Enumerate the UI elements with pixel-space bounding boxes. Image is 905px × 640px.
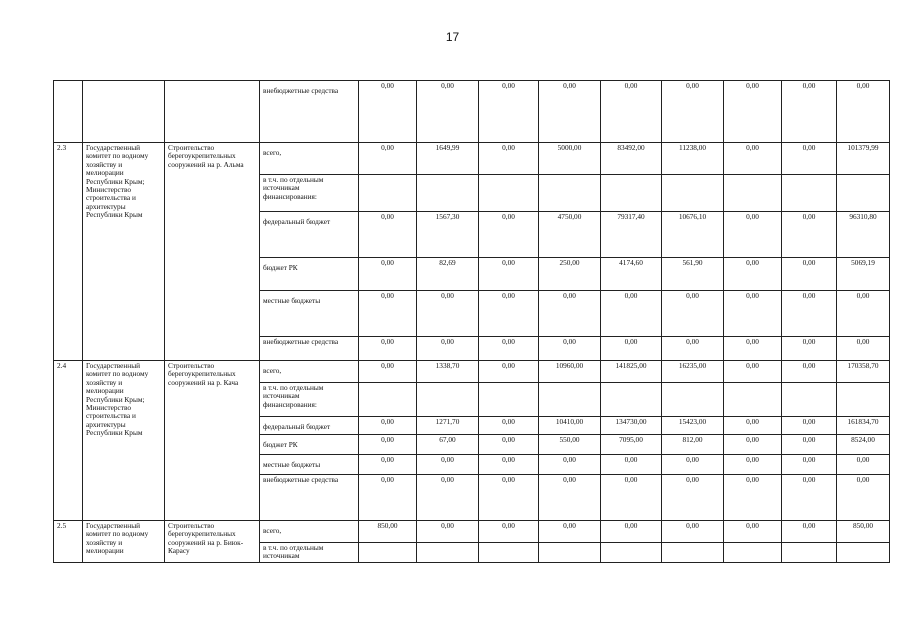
amount-cell: 0,00 xyxy=(601,455,662,475)
executor-cell: Государственный комитет по водному хозяйству и мелиорации Республики Крым; Министерство строительства и архитектуры Республики Крым xyxy=(83,361,165,521)
funding-source-cell: федеральный бюджет xyxy=(260,212,359,258)
amount-cell: 0,00 xyxy=(837,455,890,475)
amount-cell: 0,00 xyxy=(417,475,479,521)
amount-cell: 134730,00 xyxy=(601,417,662,435)
amount-cell: 0,00 xyxy=(782,337,837,361)
amount-cell: 0,00 xyxy=(479,361,539,383)
amount-cell xyxy=(662,543,724,563)
amount-cell: 0,00 xyxy=(724,521,782,543)
funding-source-cell: всего, xyxy=(260,361,359,383)
amount-cell xyxy=(724,175,782,212)
amount-cell: 0,00 xyxy=(782,361,837,383)
amount-cell: 0,00 xyxy=(601,337,662,361)
amount-cell: 0,00 xyxy=(417,81,479,143)
amount-cell: 4750,00 xyxy=(539,212,601,258)
amount-cell: 0,00 xyxy=(539,81,601,143)
amount-cell: 0,00 xyxy=(837,337,890,361)
amount-cell: 79317,40 xyxy=(601,212,662,258)
amount-cell: 0,00 xyxy=(782,212,837,258)
amount-cell: 550,00 xyxy=(539,435,601,455)
amount-cell xyxy=(724,543,782,563)
row-number-cell: 2.4 xyxy=(54,361,83,521)
amount-cell: 5069,19 xyxy=(837,258,890,291)
amount-cell: 83492,00 xyxy=(601,143,662,175)
amount-cell: 0,00 xyxy=(782,435,837,455)
amount-cell xyxy=(662,383,724,417)
amount-cell: 67,00 xyxy=(417,435,479,455)
amount-cell: 0,00 xyxy=(359,361,417,383)
funding-source-cell: бюджет РК xyxy=(260,435,359,455)
funding-source-cell: в т.ч. по отдельным источникам xyxy=(260,543,359,563)
amount-cell: 0,00 xyxy=(539,475,601,521)
executor-cell: Государственный комитет по водному хозяйству и мелиорации xyxy=(83,521,165,563)
funding-source-cell: в т.ч. по отдельным источникам финансирования: xyxy=(260,175,359,212)
amount-cell: 4174,60 xyxy=(601,258,662,291)
amount-cell: 16235,00 xyxy=(662,361,724,383)
amount-cell: 1649,99 xyxy=(417,143,479,175)
amount-cell: 0,00 xyxy=(782,291,837,337)
funding-source-cell: бюджет РК xyxy=(260,258,359,291)
amount-cell: 0,00 xyxy=(359,337,417,361)
amount-cell xyxy=(539,543,601,563)
amount-cell xyxy=(359,543,417,563)
amount-cell: 170358,70 xyxy=(837,361,890,383)
amount-cell: 0,00 xyxy=(417,455,479,475)
amount-cell: 0,00 xyxy=(359,435,417,455)
amount-cell: 10410,00 xyxy=(539,417,601,435)
amount-cell: 0,00 xyxy=(359,455,417,475)
amount-cell: 0,00 xyxy=(782,258,837,291)
amount-cell: 0,00 xyxy=(601,291,662,337)
page-number: 17 xyxy=(445,30,460,44)
amount-cell xyxy=(782,383,837,417)
amount-cell: 850,00 xyxy=(359,521,417,543)
amount-cell: 0,00 xyxy=(662,455,724,475)
project-cell xyxy=(165,81,260,143)
amount-cell: 161834,70 xyxy=(837,417,890,435)
amount-cell: 0,00 xyxy=(724,291,782,337)
amount-cell: 0,00 xyxy=(662,81,724,143)
funding-source-cell: в т.ч. по отдельным источникам финансирования: xyxy=(260,383,359,417)
row-number-cell: 2.5 xyxy=(54,521,83,563)
amount-cell: 0,00 xyxy=(782,81,837,143)
amount-cell xyxy=(539,175,601,212)
amount-cell: 812,00 xyxy=(662,435,724,455)
amount-cell: 96310,80 xyxy=(837,212,890,258)
amount-cell: 0,00 xyxy=(479,521,539,543)
amount-cell: 1271,70 xyxy=(417,417,479,435)
amount-cell: 0,00 xyxy=(724,361,782,383)
amount-cell: 0,00 xyxy=(479,435,539,455)
amount-cell: 15423,00 xyxy=(662,417,724,435)
amount-cell: 0,00 xyxy=(724,435,782,455)
amount-cell: 0,00 xyxy=(479,337,539,361)
table-row xyxy=(54,81,890,143)
amount-cell: 0,00 xyxy=(539,455,601,475)
funding-source-cell: местные бюджеты xyxy=(260,455,359,475)
amount-cell: 0,00 xyxy=(601,521,662,543)
amount-cell: 0,00 xyxy=(724,258,782,291)
executor-cell xyxy=(83,81,165,143)
amount-cell: 8524,00 xyxy=(837,435,890,455)
amount-cell xyxy=(601,383,662,417)
amount-cell: 0,00 xyxy=(662,521,724,543)
amount-cell: 0,00 xyxy=(417,337,479,361)
amount-cell: 0,00 xyxy=(662,475,724,521)
table-row xyxy=(54,521,890,543)
amount-cell: 0,00 xyxy=(539,521,601,543)
amount-cell: 0,00 xyxy=(724,143,782,175)
amount-cell xyxy=(479,175,539,212)
amount-cell: 0,00 xyxy=(479,455,539,475)
amount-cell: 0,00 xyxy=(662,337,724,361)
amount-cell: 7095,00 xyxy=(601,435,662,455)
amount-cell: 10960,00 xyxy=(539,361,601,383)
funding-source-cell: внебюджетные средства xyxy=(260,475,359,521)
amount-cell: 0,00 xyxy=(782,143,837,175)
project-cell: Строительство берегоукрепительных сооружений на р. Биюк-Карасу xyxy=(165,521,260,563)
amount-cell xyxy=(662,175,724,212)
amount-cell: 850,00 xyxy=(837,521,890,543)
amount-cell xyxy=(417,383,479,417)
amount-cell xyxy=(417,543,479,563)
amount-cell: 0,00 xyxy=(359,212,417,258)
amount-cell: 0,00 xyxy=(782,417,837,435)
amount-cell: 0,00 xyxy=(724,455,782,475)
funding-source-cell: федеральный бюджет xyxy=(260,417,359,435)
amount-cell: 0,00 xyxy=(417,291,479,337)
project-cell: Строительство берегоукрепительных сооружений на р. Альма xyxy=(165,143,260,361)
amount-cell: 0,00 xyxy=(479,475,539,521)
amount-cell xyxy=(782,175,837,212)
amount-cell: 0,00 xyxy=(479,291,539,337)
amount-cell: 0,00 xyxy=(782,521,837,543)
project-cell: Строительство берегоукрепительных сооружений на р. Кача xyxy=(165,361,260,521)
amount-cell: 0,00 xyxy=(724,81,782,143)
amount-cell: 0,00 xyxy=(479,143,539,175)
amount-cell xyxy=(359,175,417,212)
funding-source-cell: местные бюджеты xyxy=(260,291,359,337)
amount-cell xyxy=(417,175,479,212)
funding-source-cell: внебюджетные средства xyxy=(260,81,359,143)
amount-cell: 101379,99 xyxy=(837,143,890,175)
amount-cell: 0,00 xyxy=(782,475,837,521)
amount-cell: 0,00 xyxy=(359,291,417,337)
amount-cell: 0,00 xyxy=(724,417,782,435)
amount-cell xyxy=(837,543,890,563)
amount-cell: 0,00 xyxy=(359,81,417,143)
amount-cell: 0,00 xyxy=(724,337,782,361)
funding-source-cell: внебюджетные средства xyxy=(260,337,359,361)
amount-cell: 0,00 xyxy=(359,258,417,291)
table-row xyxy=(54,361,890,383)
amount-cell: 0,00 xyxy=(359,475,417,521)
amount-cell xyxy=(837,175,890,212)
amount-cell xyxy=(359,383,417,417)
amount-cell: 0,00 xyxy=(837,81,890,143)
budget-table xyxy=(53,80,890,563)
executor-cell: Государственный комитет по водному хозяйству и мелиорации Республики Крым; Министерство строительства и архитектуры Республики Крым xyxy=(83,143,165,361)
amount-cell: 0,00 xyxy=(359,143,417,175)
amount-cell xyxy=(601,543,662,563)
row-number-cell xyxy=(54,81,83,143)
amount-cell: 561,90 xyxy=(662,258,724,291)
amount-cell: 250,00 xyxy=(539,258,601,291)
amount-cell xyxy=(724,383,782,417)
amount-cell xyxy=(479,383,539,417)
amount-cell: 0,00 xyxy=(662,291,724,337)
amount-cell: 0,00 xyxy=(539,337,601,361)
table-row xyxy=(54,143,890,175)
amount-cell xyxy=(837,383,890,417)
amount-cell: 5000,00 xyxy=(539,143,601,175)
amount-cell xyxy=(479,543,539,563)
amount-cell: 0,00 xyxy=(479,81,539,143)
amount-cell: 141825,00 xyxy=(601,361,662,383)
amount-cell: 0,00 xyxy=(782,455,837,475)
amount-cell: 0,00 xyxy=(479,212,539,258)
amount-cell: 0,00 xyxy=(359,417,417,435)
amount-cell: 1338,70 xyxy=(417,361,479,383)
amount-cell: 0,00 xyxy=(479,258,539,291)
amount-cell: 0,00 xyxy=(837,475,890,521)
amount-cell: 0,00 xyxy=(479,417,539,435)
amount-cell: 0,00 xyxy=(837,291,890,337)
funding-source-cell: всего, xyxy=(260,521,359,543)
amount-cell xyxy=(601,175,662,212)
amount-cell xyxy=(539,383,601,417)
amount-cell: 0,00 xyxy=(724,212,782,258)
amount-cell: 0,00 xyxy=(601,81,662,143)
amount-cell: 82,69 xyxy=(417,258,479,291)
amount-cell: 11238,00 xyxy=(662,143,724,175)
funding-source-cell: всего, xyxy=(260,143,359,175)
amount-cell: 0,00 xyxy=(417,521,479,543)
row-number-cell: 2.3 xyxy=(54,143,83,361)
amount-cell: 0,00 xyxy=(539,291,601,337)
amount-cell xyxy=(782,543,837,563)
amount-cell: 0,00 xyxy=(724,475,782,521)
amount-cell: 1567,30 xyxy=(417,212,479,258)
amount-cell: 10676,10 xyxy=(662,212,724,258)
amount-cell: 0,00 xyxy=(601,475,662,521)
